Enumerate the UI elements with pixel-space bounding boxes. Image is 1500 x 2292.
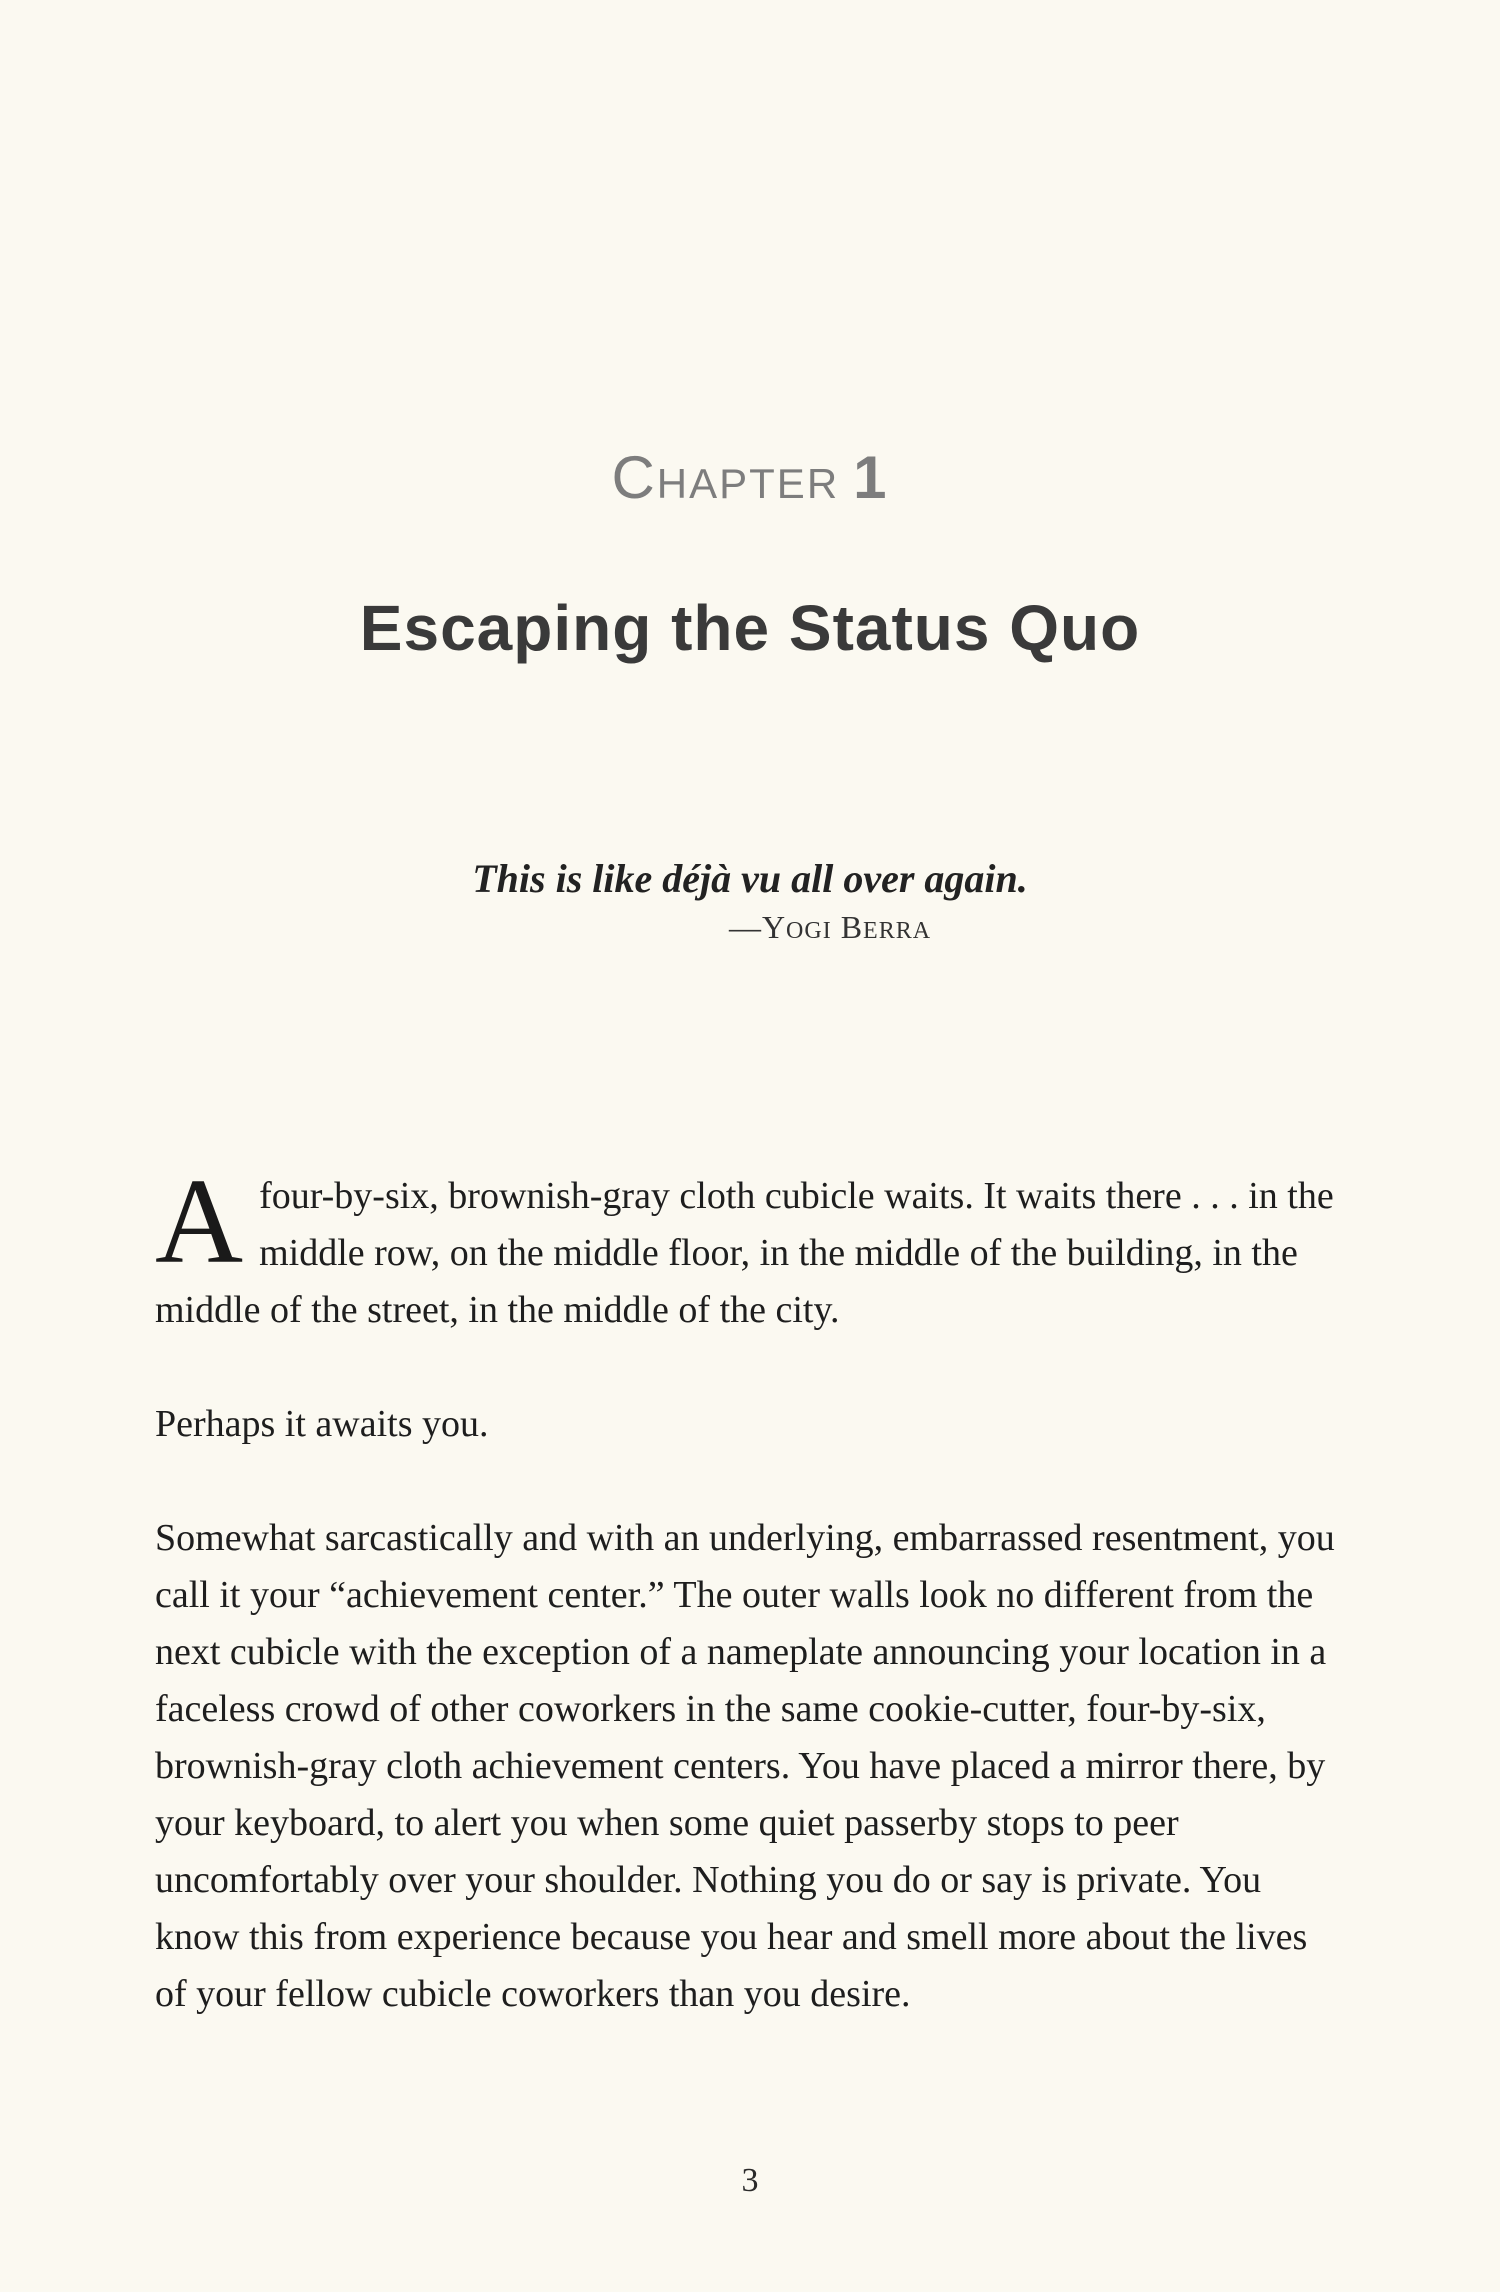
body-text: [155, 1154, 1345, 2080]
chapter-label: [0, 444, 1500, 511]
chapter-title: Escaping the Status Quo: [359, 592, 1141, 664]
epigraph-quote: This is like déjà vu all over again.: [472, 856, 1028, 901]
chapter-number: 1: [853, 444, 889, 511]
paragraph-3: Somewhat sarcastically and with an underlying, embarrassed resentment, you call it your “achievement center.” The outer walls look no different from the next cubicle with the exception of a nameplate announcing your location in a faceless crowd of other coworkers in the same cookie-cutter, four-by-six, brownish-gray cloth achievement centers. You have placed a mirror there, by your keyboard, to alert you when some quiet passerby stops to peer uncomfortably over your shoulder. Nothing you do or say is private. You know this from experience because you hear and smell more about the lives of your fellow cubicle coworkers than you desire.: [155, 1517, 1335, 2015]
chapter-label-initial: C: [611, 444, 657, 511]
attribution-first-initial: Y: [761, 909, 787, 945]
paragraph-1: [155, 1154, 1345, 1339]
paragraph-2: Perhaps it awaits you.: [155, 1403, 489, 1445]
attribution-last-initial: B: [840, 909, 864, 945]
paragraph-1-text: four-by-six, brownish-gray cloth cubicle waits. It waits there . . . in the middle row, on the middle floor, in the middle of the building, in the middle of the street, in the middle of the city.: [155, 1175, 1334, 1331]
attribution-first-rest: OGI: [786, 918, 832, 944]
attribution-last-rest: ERRA: [863, 918, 932, 944]
page-number: 3: [741, 2162, 759, 2199]
epigraph: [0, 855, 1500, 946]
drop-cap: A: [155, 1154, 244, 1289]
attribution-dash: —: [728, 909, 762, 945]
chapter-label-rest: HAPTER: [656, 460, 840, 507]
epigraph-attribution: [0, 909, 1500, 946]
